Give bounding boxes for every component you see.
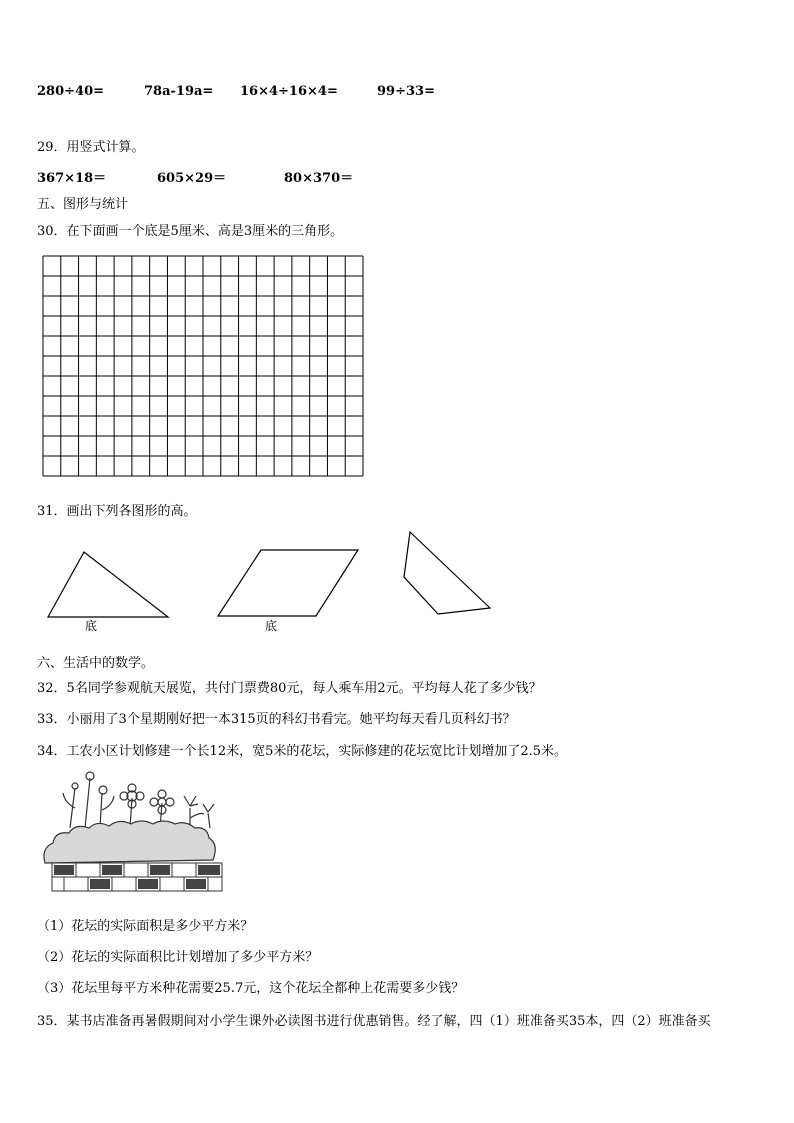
- question-33: 33．小丽用了3个星期刚好把一本315页的科幻书看完。她平均每天看几页科幻书？: [37, 712, 516, 727]
- question-30: 30．在下面画一个底是5厘米、高是3厘米的三角形。: [37, 224, 344, 239]
- question-34-part-1: （1）花坛的实际面积是多少平方米？: [37, 919, 254, 934]
- calc-item-2: 78a-19a=: [144, 84, 214, 99]
- question-34-part-3: （3）花坛里每平方米种花需要25.7元，这个花坛全都种上花需要多少钱？: [37, 981, 465, 996]
- parallelogram-base-label: 底: [265, 619, 278, 633]
- trapezoid-figure: [400, 528, 495, 618]
- question-29-title: 29．用竖式计算。: [37, 140, 145, 155]
- question-31: 31．画出下列各图形的高。: [37, 504, 197, 519]
- question-32: 32．5名同学参观航天展览，共付门票费80元，每人乘车用2元。平均每人花了多少钱？: [37, 681, 542, 696]
- section-6-heading: 六、生活中的数学。: [37, 656, 155, 671]
- question-34: 34．工农小区计划修建一个长12米，宽5米的花坛，实际修建的花坛宽比计划增加了2.5米。: [37, 744, 568, 759]
- calc-item-3: 16×4÷16×4=: [240, 84, 338, 99]
- triangle-base-label: 底: [85, 619, 98, 633]
- calc-item-1: 280÷40=: [37, 84, 105, 99]
- vertical-calc-2: 605×29＝: [157, 171, 227, 186]
- section-5-heading: 五、图形与统计: [37, 197, 129, 212]
- triangle-figure: [46, 550, 176, 620]
- parallelogram-figure: [216, 548, 361, 618]
- vertical-calc-3: 80×370＝: [284, 171, 354, 186]
- question-34-part-2: （2）花坛的实际面积比计划增加了多少平方米？: [37, 950, 319, 965]
- vertical-calc-1: 367×18＝: [37, 171, 107, 186]
- calc-item-4: 99÷33=: [377, 84, 435, 99]
- question-35: 35．某书店准备再暑假期间对小学生课外必读图书进行优惠销售。经了解，四（1）班准备买35本，四（2）班准备买: [37, 1014, 711, 1029]
- flower-bed-illustration: [40, 768, 240, 898]
- drawing-grid[interactable]: [42, 255, 364, 477]
